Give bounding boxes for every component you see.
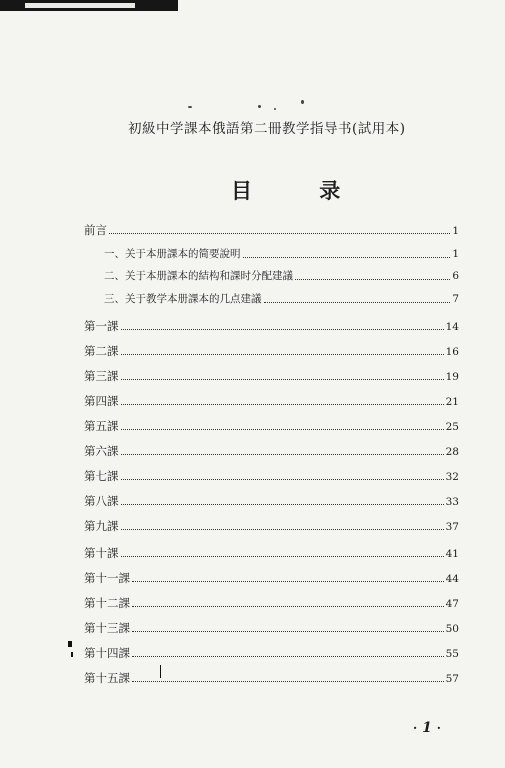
toc-entry-label: 第十一課 [84,571,130,585]
toc-dot-leader [132,580,444,582]
toc-entry-page: 19 [445,371,459,383]
toc-entry-page: 33 [445,496,459,508]
toc-entry-label: 第二課 [84,344,119,358]
toc-entry-page: 50 [445,623,459,635]
toc-dot-leader [121,378,444,380]
scan-blot [71,652,73,657]
toc-dot-leader [121,328,444,330]
toc-entry [84,545,459,561]
toc-entry-page: 25 [445,421,459,433]
page-number-value: 1 [422,720,432,736]
toc-entry-page: 7 [452,293,459,305]
toc-entry-page: 16 [445,346,459,358]
toc-entry-label: 二、关于本册課本的結构和課时分配建議 [104,270,293,282]
toc-entry-page: 1 [452,248,459,260]
toc-entry-page: 21 [445,396,459,408]
toc-entry-page: 57 [445,673,459,685]
toc-entry-label: 第九課 [84,519,119,533]
toc-entry-page: 32 [445,471,459,483]
toc-dot-leader [121,555,444,557]
scan-blot [68,641,72,647]
toc-entry [84,620,459,636]
toc-dot-leader [132,630,444,632]
toc-entry-page: 55 [445,648,459,660]
toc-entry-label: 第八課 [84,494,119,508]
toc-entry-page: 28 [445,446,459,458]
toc-entry [84,670,459,686]
toc-entry-label: 第十五課 [84,671,130,685]
toc-entry-label: 三、关于教学本册課本的几点建議 [104,293,262,305]
toc-entry [84,222,459,238]
scan-blot [160,665,161,678]
toc-entry-label: 第五課 [84,419,119,433]
toc-entry-page: 41 [445,548,459,560]
toc-entry [84,645,459,661]
toc-entry [84,393,459,409]
toc-dot-leader [132,605,444,607]
toc-entry [84,443,459,459]
toc-entry-label: 第七課 [84,469,119,483]
toc-entry-label: 第四課 [84,394,119,408]
toc-dot-leader [121,428,444,430]
toc-entry-label: 第一課 [84,319,119,333]
toc-entry [84,493,459,509]
toc-entry [84,368,459,384]
toc-entry-page: 1 [452,225,459,237]
toc-entry-label: 前言 [84,223,107,237]
toc-entry [84,595,459,611]
toc-entry-label: 第十課 [84,546,119,560]
toc-entry-label: 第三課 [84,369,119,383]
toc-entry-page: 44 [445,573,459,585]
toc-dot-leader [121,353,444,355]
page-number: · 1 · [413,720,441,736]
book-title: 初級中学課本俄語第二冊教学指导书(試用本) [128,121,406,137]
toc-entry [104,291,459,307]
toc-dot-leader [121,453,444,455]
toc-dot-leader [121,403,444,405]
toc-entry-page: 14 [445,321,459,333]
toc-entry-label: 第十二課 [84,596,130,610]
toc-entry [84,570,459,586]
toc-entry [104,268,459,284]
toc-dot-leader [121,503,444,505]
toc-dot-leader [295,278,450,280]
toc-dot-leader [132,655,444,657]
toc-entry [84,418,459,434]
toc-entry [104,246,459,262]
toc-dot-leader [109,232,450,234]
toc-entry-page: 6 [452,270,459,282]
toc-entry [84,518,459,534]
toc-entry [84,318,459,334]
toc-entry-label: 第十三課 [84,621,130,635]
toc-entry-label: 第六課 [84,444,119,458]
toc-dot-leader [121,478,444,480]
contents-heading: 目 录 [231,178,371,203]
toc-entry-page: 37 [445,521,459,533]
toc-entry-label: 一、关于本册課本的简要說明 [104,248,241,260]
toc-entry [84,343,459,359]
toc-entry [84,468,459,484]
toc-dot-leader [243,256,451,258]
toc-entry-page: 47 [445,598,459,610]
toc-entry-label: 第十四課 [84,646,130,660]
toc-dot-leader [264,301,451,303]
toc-dot-leader [132,680,444,682]
toc-dot-leader [121,528,444,530]
